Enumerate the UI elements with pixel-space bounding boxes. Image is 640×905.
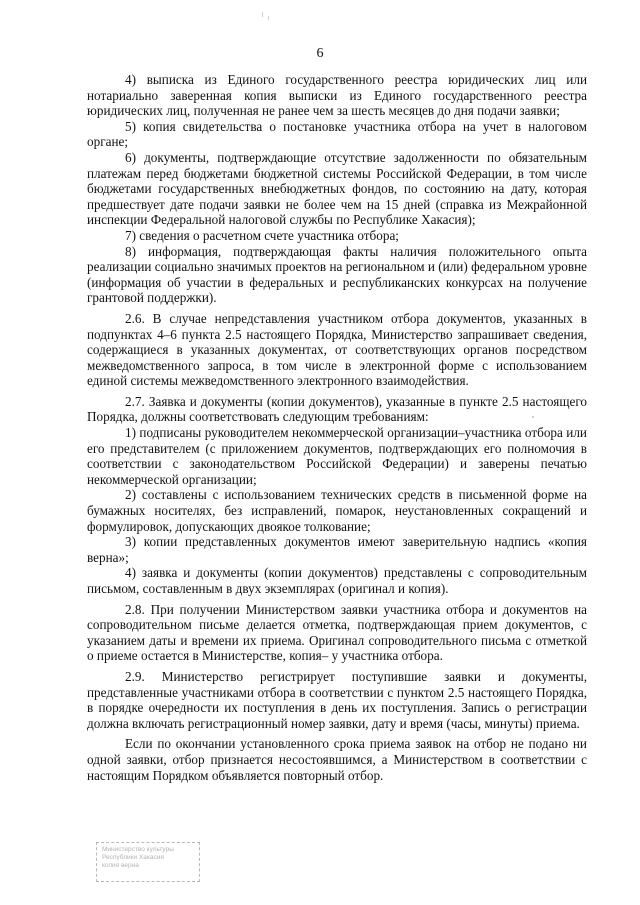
stamp-line: Республики Хакасия: [102, 854, 164, 861]
paragraph-req-1-signed: 1) подписаны руководителем некоммерческой организации–участника отбора или его представителем (с приложением документов, подтверждающих его полномочия в соответствии с законодательством Российской Федерации) и заверены печатью некоммерческой организации;: [87, 425, 587, 487]
paragraph-2-9: 2.9. Министерство регистрирует поступившие заявки и документы, представленные участниками отбора в соответствии с пунктом 2.5 настоящего Порядка, в порядке очередности их поступления в день их поступления. Запись о регистрации должна включать регистрационный номер заявки, дату и время (часы, минуты) приема.: [87, 668, 587, 731]
paragraph-item-8-experience-info: 8) информация, подтверждающая факты наличия положительного опыта реализации социально значимых проектов на региональном и (или) федеральном уровне (информация об участии в федеральных и республиканских конкурсах на получение грантовой поддержки).: [87, 243, 587, 306]
paragraph-item-5-tax-registration: 5) копия свидетельства о постановке участника отбора на учет в налоговом органе;: [87, 118, 587, 150]
stamp-line: Министерство культуры: [102, 846, 174, 853]
document-body: [87, 72, 587, 783]
scan-speck: [268, 16, 269, 20]
paragraph-req-4-cover-letter: 4) заявка и документы (копии документов) представлены с сопроводительным письмом, составленным в двух экземплярах (оригинал и копия).: [87, 565, 587, 596]
scan-speck: [262, 12, 263, 17]
paragraph-2-8: 2.8. При получении Министерством заявки участника отбора и документов на сопроводительном письме делается отметка, подтверждающая прием документов, с указанием даты и времени их приема. Оригинал сопроводительного письма с отметкой о приеме остается в Министерстве, копия– у участника отбора.: [87, 601, 587, 664]
certification-stamp: [96, 842, 200, 882]
page-number: 6: [316, 46, 324, 61]
stamp-line: копия верна: [102, 862, 139, 869]
paragraph-item-4-egrul-extract: 4) выписка из Единого государственного реестра юридических лиц или нотариально заверенная копия выписки из Единого государственного реестра юридических лиц, полученная не ранее чем за шесть месяцев до дня подачи заявки;: [87, 72, 587, 119]
paragraph-req-2-composed: 2) составлены с использованием технических средств в письменной форме на бумажных носителях, без исправлений, помарок, неустановленных сокращений и формулировок, допускающих двоякое толкование;: [87, 487, 587, 534]
paragraph-2-7: 2.7. Заявка и документы (копии документов), указанные в пункте 2.5 настоящего Порядка, должны соответствовать следующим требованиям:: [87, 393, 587, 425]
paragraph-req-3-copies: 3) копии представленных документов имеют заверительную надпись «копия верна»;: [87, 534, 587, 565]
paragraph-item-6-no-debt-documents: 6) документы, подтверждающие отсутствие задолженности по обязательным платежам перед бюджетами бюджетной системы Российской Федерации, в том числе бюджетами государственных внебюджетных фондов, по состоянию на дату, которая предшествует дате подачи заявки не более чем на 15 дней (справка из Межрайонной инспекции Федеральной налоговой службы по Республике Хакасия);: [87, 149, 587, 228]
paragraph-repeat-selection: Если по окончании установленного срока приема заявок на отбор не подано ни одной заявки, отбор признается несостоявшимся, а Министерством в соответствии с настоящим Порядком объявляется повторный отбор.: [87, 736, 587, 783]
paragraph-item-7-bank-account: 7) сведения о расчетном счете участника отбора;: [125, 227, 399, 243]
paragraph-2-6: 2.6. В случае непредставления участником отбора документов, указанных в подпунктах 4–6 пункта 2.5 настоящего Порядка, Министерство запрашивает сведения, содержащиеся в указанных документах, от соответствующих органов посредством межведомственного запроса, в том числе в электронной форме с использованием единой системы межведомственного электронного взаимодействия.: [87, 310, 587, 389]
